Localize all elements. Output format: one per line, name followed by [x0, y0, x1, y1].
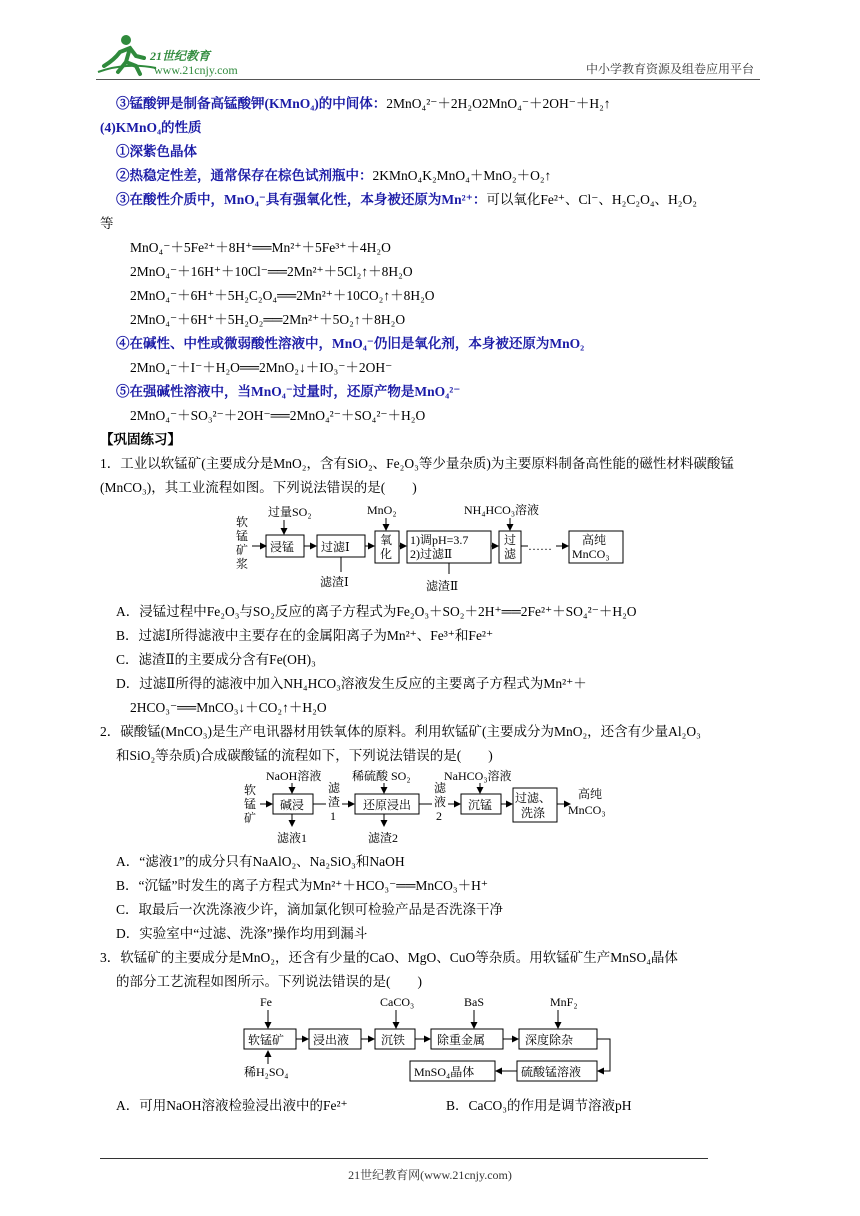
practice-title: 【巩固练习】 — [100, 432, 181, 447]
q3-input-fe: Fe — [260, 995, 272, 1009]
q2-box-precipitate: 沉锰 — [468, 798, 493, 812]
svg-text:过: 过 — [504, 533, 517, 547]
q3-box-deep-clean: 深度除杂 — [525, 1033, 574, 1047]
q1-product-label: 高纯 — [582, 533, 607, 547]
q1-option-d-line2: 2HCO₃⁻══MnCO₃↓＋CO₂↑＋H₂O — [130, 700, 327, 715]
platform-name: 中小学教育资源及组卷应用平台 — [585, 62, 754, 76]
page-footer: 21世纪教育网(www.21cnjy.com) — [348, 1168, 512, 1182]
property-4: ④在碱性、中性或微弱酸性溶液中，MnO₄⁻仍旧是氧化剂，本身被还原为MnO₂ — [116, 336, 585, 351]
property-5: ⑤在强碱性溶液中，当MnO₄⁻过量时，还原产物是MnO₄²⁻ — [116, 384, 461, 399]
property-3-heading: ③在酸性介质中，MnO₄⁻具有强氧化性，本身被还原为Mn²⁺： — [116, 192, 487, 207]
svg-text:软: 软 — [244, 783, 257, 797]
q2-option-d: D．实验室中“过滤、洗涤”操作均用到漏斗 — [116, 926, 368, 941]
q3-input-bas: BaS — [464, 995, 485, 1009]
svg-text:矿: 矿 — [236, 543, 249, 557]
q2-option-c: C．取最后一次洗涤液少许，滴加氯化钡可检验产品是否洗涤干净 — [116, 902, 504, 917]
item3-heading: ③锰酸钾是制备高锰酸钾(KMnO₄)的中间体： — [116, 96, 387, 111]
q3-box-iron: 沉铁 — [381, 1033, 406, 1047]
equation-2: 2MnO₄⁻＋16H⁺＋10Cl⁻══2Mn²⁺＋5Cl₂↑＋8H₂O — [130, 264, 413, 279]
q3-option-b: B．CaCO₃的作用是调节溶液pH — [446, 1098, 632, 1113]
property-2-equation: 2KMnO₄K₂MnO₄＋MnO₂＋O₂↑ — [372, 168, 552, 183]
svg-text:滤: 滤 — [434, 781, 447, 795]
q2-stem-line1: 2．碳酸锰(MnCO₃)是生产电讯器材用铁氧体的原料。利用软锰矿(主要成分为MnO₂，还含有少量Al₂O₃ — [100, 724, 701, 739]
q3-box-heavy-metal: 除重金属 — [437, 1033, 486, 1047]
q3-flow-diagram — [240, 994, 660, 1094]
svg-text:氧: 氧 — [380, 533, 393, 547]
q3-stem-line2: 的部分工艺流程如图所示。下列说法错误的是( ) — [116, 974, 422, 989]
svg-text:……: …… — [528, 539, 552, 553]
item3-equation: 2MnO₄²⁻＋2H₂O2MnO₄⁻＋2OH⁻＋H₂↑ — [386, 96, 611, 111]
footer-divider — [100, 1158, 708, 1159]
page-header — [96, 30, 760, 82]
q1-input-mno2: MnO₂ — [367, 503, 397, 517]
q2-filtrate1: 滤液1 — [277, 831, 308, 845]
q1-flow-diagram — [236, 500, 676, 600]
property-2-heading: ②热稳定性差，通常保存在棕色试剂瓶中： — [116, 168, 373, 183]
header-divider — [96, 79, 760, 80]
svg-text:渣: 渣 — [328, 795, 341, 809]
q2-product-label: 高纯 — [578, 787, 603, 801]
q2-option-a: A．“滤液1”的成分只有NaAlO₂、Na₂SiO₃和NaOH — [116, 854, 405, 869]
svg-text:2: 2 — [436, 809, 442, 823]
q1-product-formula: MnCO₃ — [572, 547, 610, 561]
q3-input-mnf2: MnF₂ — [550, 995, 578, 1009]
svg-text:锰: 锰 — [236, 529, 249, 543]
svg-text:矿: 矿 — [244, 811, 257, 825]
q2-box-filter: 过滤、 — [515, 791, 552, 805]
site-logo — [96, 32, 266, 82]
q1-input-nh4hco3: NH₄HCO₃溶液 — [464, 503, 540, 517]
equation-4: 2MnO₄⁻＋6H⁺＋5H₂O₂══2Mn²⁺＋5O₂↑＋8H₂O — [130, 312, 406, 327]
q1-residue1: 滤渣Ⅰ — [320, 575, 349, 589]
svg-text:锰: 锰 — [244, 797, 257, 811]
main-content — [100, 92, 768, 1118]
q3-input-caco3: CaCO₃ — [380, 995, 415, 1009]
svg-text:液: 液 — [434, 795, 447, 809]
q2-box-wash: 洗涤 — [521, 806, 546, 820]
svg-text:1: 1 — [330, 809, 336, 823]
q1-option-c: C．滤渣Ⅱ的主要成分含有Fe(OH)₃ — [116, 652, 316, 667]
logo-url: www.21cnjy.com — [154, 63, 238, 77]
svg-text:软: 软 — [236, 515, 249, 529]
q1-option-a: A．浸锰过程中Fe₂O₃与SO₂反应的离子方程式为Fe₂O₃＋SO₂＋2H⁺══2Fe²⁺＋SO₄²⁻＋H₂O — [116, 604, 637, 619]
q2-option-b: B．“沉锰”时发生的离子方程式为Mn²⁺＋HCO₃⁻══MnCO₃＋H⁺ — [116, 878, 488, 893]
q1-box-filter1: 过滤Ⅰ — [321, 540, 350, 554]
q2-input-acid: 稀硫酸 SO₂ — [352, 769, 411, 783]
q3-box-crystal: MnSO₄晶体 — [414, 1065, 475, 1079]
q1-stem: 1．工业以软锰矿(主要成分是MnO₂，含有SiO₂、Fe₂O₃等少量杂质)为主要原料制备高性能的磁性材料碳酸锰(MnCO₃)，其工业流程如图。下列说法错误的是( ) — [100, 456, 734, 495]
q3-input-h2so4: 稀H₂SO₄ — [244, 1065, 289, 1079]
svg-text:化: 化 — [380, 547, 393, 561]
q2-residue2: 滤渣2 — [368, 831, 399, 845]
q3-box-leachate: 浸出液 — [313, 1033, 350, 1047]
svg-text:浆: 浆 — [236, 557, 249, 571]
q1-box-filter2: 2)过滤Ⅱ — [410, 547, 453, 561]
property-1: ①深紫色晶体 — [116, 144, 197, 159]
svg-text:滤: 滤 — [504, 547, 517, 561]
q2-stem-line2: 和SiO₂等杂质)合成碳酸锰的流程如下，下列说法错误的是( ) — [116, 748, 493, 763]
q2-box-reduce: 还原浸出 — [363, 798, 412, 812]
equation-3: 2MnO₄⁻＋6H⁺＋5H₂C₂O₄══2Mn²⁺＋10CO₂↑＋8H₂O — [130, 288, 435, 303]
q1-box-leach: 浸锰 — [270, 540, 295, 554]
q1-option-b: B．过滤Ⅰ所得滤液中主要存在的金属阳离子为Mn²⁺、Fe³⁺和Fe²⁺ — [116, 628, 494, 643]
q2-input-naoh: NaOH溶液 — [266, 769, 322, 783]
equation-5: 2MnO₄⁻＋I⁻＋H₂O══2MnO₂↓＋IO₃⁻＋2OH⁻ — [130, 360, 393, 375]
q3-box-ore: 软锰矿 — [248, 1033, 285, 1047]
q2-product-formula: MnCO₃ — [568, 803, 606, 817]
property-3-text: 可以氧化Fe²⁺、Cl⁻、H₂C₂O₄、H₂O₂ — [486, 192, 697, 207]
q1-box-ph: 1)调pH=3.7 — [410, 533, 469, 547]
q2-box-alkali: 碱浸 — [280, 798, 305, 812]
logo-text: 21世纪教育 — [150, 49, 211, 63]
q2-flow-diagram — [244, 768, 644, 850]
equation-6: 2MnO₄⁻＋SO₃²⁻＋2OH⁻══2MnO₄²⁻＋SO₄²⁻＋H₂O — [130, 408, 426, 423]
equation-1: MnO₄⁻＋5Fe²⁺＋8H⁺══Mn²⁺＋5Fe³⁺＋4H₂O — [130, 240, 391, 255]
q1-input-so2: 过量SO₂ — [268, 505, 312, 519]
q1-option-d-line1: D．过滤Ⅱ所得的滤液中加入NH₄HCO₃溶液发生反应的主要离子方程式为Mn²⁺＋ — [116, 676, 587, 691]
runner-icon — [96, 32, 266, 78]
svg-text:滤: 滤 — [328, 781, 341, 795]
q3-box-solution: 硫酸锰溶液 — [521, 1065, 582, 1079]
q2-input-nahco3: NaHCO₃溶液 — [444, 769, 512, 783]
section-title-kmno4: (4)KMnO₄的性质 — [100, 120, 202, 135]
property-3-continued: 等 — [100, 216, 114, 231]
q3-option-a: A．可用NaOH溶液检验浸出液中的Fe²⁺ — [116, 1098, 348, 1113]
q3-stem-line1: 3．软锰矿的主要成分是MnO₂，还含有少量的CaO、MgO、CuO等杂质。用软锰矿生产MnSO₄晶体 — [100, 950, 678, 965]
q1-residue2: 滤渣Ⅱ — [426, 579, 459, 593]
q3-options-row — [100, 1094, 768, 1118]
